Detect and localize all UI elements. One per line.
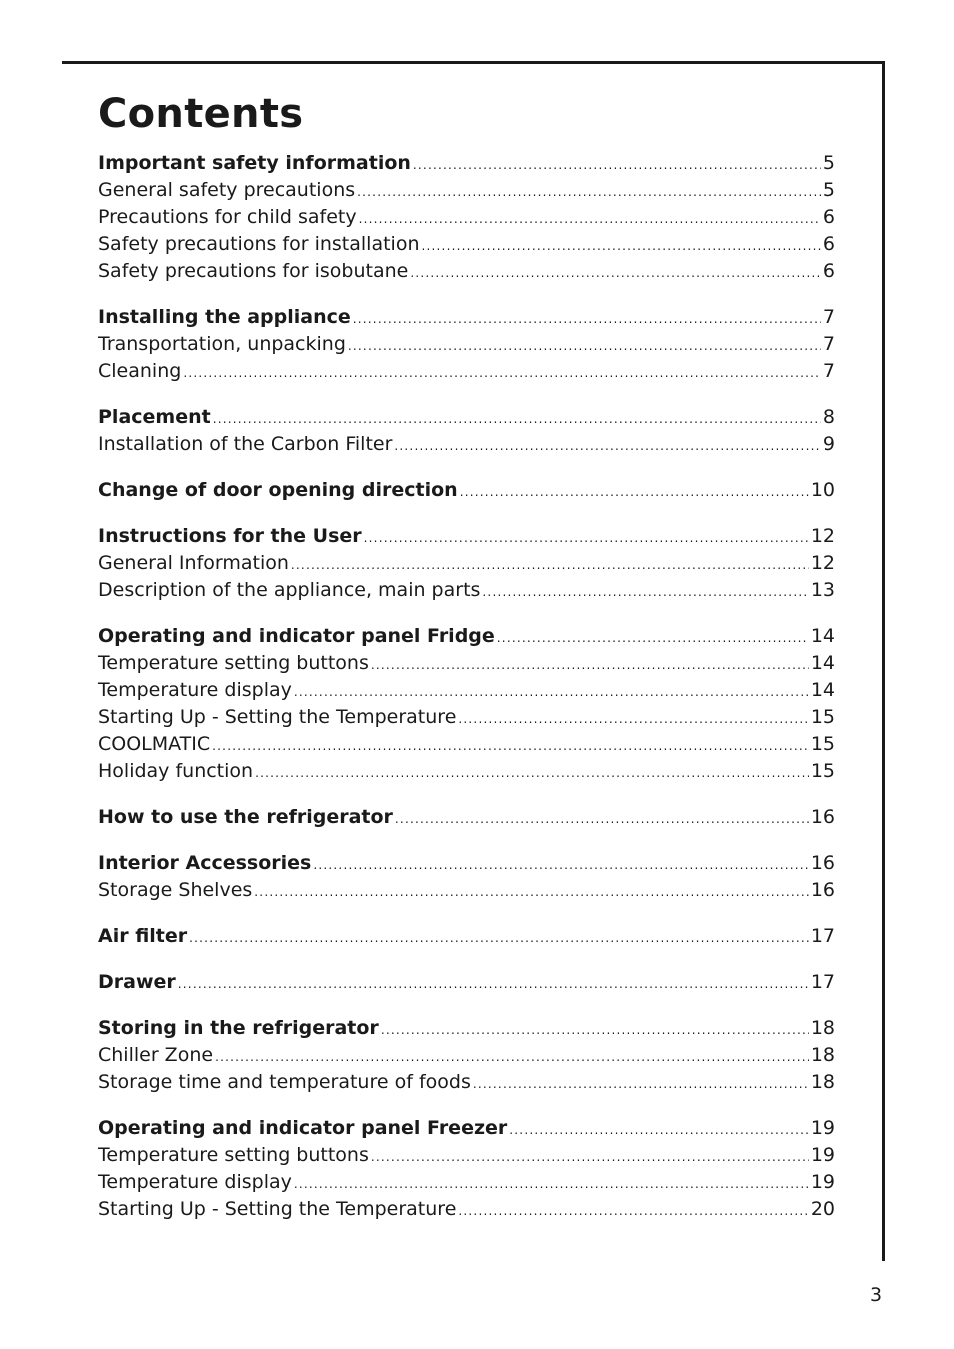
toc-entry-label: Operating and indicator panel Freezer	[98, 1117, 508, 1139]
dot-leader	[473, 1071, 809, 1098]
dot-leader	[254, 879, 809, 906]
toc-entry-label: Interior Accessories	[98, 852, 312, 874]
page-number: 3	[870, 1284, 883, 1306]
toc-entry-label: Starting Up - Setting the Temperature	[98, 706, 457, 728]
dot-leader	[189, 925, 809, 952]
dot-leader	[357, 179, 821, 206]
toc-section	[98, 1015, 835, 1096]
dot-leader	[413, 152, 821, 179]
toc-entry-page: 18	[810, 1017, 835, 1039]
toc-entry	[98, 650, 835, 677]
toc-entry	[98, 331, 835, 358]
toc-entry-page: 15	[810, 733, 835, 755]
toc-entry	[98, 1169, 835, 1196]
toc-section	[98, 923, 835, 950]
toc-entry-page: 5	[822, 179, 835, 201]
toc-entry-page: 10	[810, 479, 835, 501]
toc-entry-page: 8	[822, 406, 835, 428]
toc-entry-page: 15	[810, 706, 835, 728]
toc-entry	[98, 258, 835, 285]
toc-entry-label: Description of the appliance, main parts	[98, 579, 481, 601]
dot-leader	[213, 406, 821, 433]
toc-entry-label: Temperature display	[98, 679, 292, 701]
dot-leader	[509, 1117, 809, 1144]
toc-entry-label: General Information	[98, 552, 289, 574]
toc-entry-page: 19	[810, 1117, 835, 1139]
frame-top-rule	[62, 61, 885, 64]
toc-entry-label: Chiller Zone	[98, 1044, 214, 1066]
dot-leader	[359, 206, 821, 233]
dot-leader	[422, 233, 821, 260]
dot-leader	[394, 433, 821, 460]
toc-section	[98, 304, 835, 385]
toc-entry-page: 12	[810, 525, 835, 547]
toc-entry-page: 9	[822, 433, 835, 455]
dot-leader	[381, 1017, 809, 1044]
toc-heading-entry	[98, 623, 835, 650]
toc-entry-page: 7	[822, 333, 835, 355]
dot-leader	[215, 1044, 809, 1071]
toc-entry-page: 16	[810, 852, 835, 874]
dot-leader	[313, 852, 808, 879]
toc-heading-entry	[98, 477, 835, 504]
toc-heading-entry	[98, 1115, 835, 1142]
dot-leader	[294, 1171, 809, 1198]
dot-leader	[353, 306, 821, 333]
dot-leader	[482, 579, 808, 606]
dot-leader	[183, 360, 821, 387]
dot-leader	[364, 525, 809, 552]
toc-heading-entry	[98, 304, 835, 331]
toc-entry-page: 12	[810, 552, 835, 574]
toc-entry-label: Safety precautions for installation	[98, 233, 420, 255]
toc-heading-entry	[98, 523, 835, 550]
toc-entry-label: Storage time and temperature of foods	[98, 1071, 471, 1093]
toc-heading-entry	[98, 804, 835, 831]
table-of-contents	[98, 150, 835, 1242]
toc-entry	[98, 877, 835, 904]
toc-entry-label: Precautions for child safety	[98, 206, 357, 228]
dot-leader	[212, 733, 809, 760]
toc-entry	[98, 1196, 835, 1223]
toc-entry-page: 14	[810, 652, 835, 674]
toc-entry-label: Operating and indicator panel Fridge	[98, 625, 495, 647]
dot-leader	[371, 652, 809, 679]
toc-entry	[98, 231, 835, 258]
dot-leader	[410, 260, 821, 287]
toc-section	[98, 1115, 835, 1223]
toc-entry-label: Safety precautions for isobutane	[98, 260, 409, 282]
toc-entry-page: 6	[822, 260, 835, 282]
dot-leader	[255, 760, 809, 787]
toc-entry-page: 17	[810, 925, 835, 947]
toc-entry-label: Temperature setting buttons	[98, 1144, 369, 1166]
toc-entry-label: Air filter	[98, 925, 188, 947]
toc-entry-label: General safety precautions	[98, 179, 356, 201]
toc-entry-page: 14	[810, 679, 835, 701]
toc-entry	[98, 704, 835, 731]
dot-leader	[458, 706, 808, 733]
toc-section	[98, 969, 835, 996]
dot-leader	[371, 1144, 809, 1171]
toc-entry-label: Instructions for the User	[98, 525, 362, 547]
toc-heading-entry	[98, 1015, 835, 1042]
toc-entry	[98, 677, 835, 704]
toc-entry-page: 19	[810, 1171, 835, 1193]
toc-entry	[98, 1042, 835, 1069]
toc-entry-page: 18	[810, 1071, 835, 1093]
toc-section	[98, 804, 835, 831]
toc-entry	[98, 577, 835, 604]
dot-leader	[178, 971, 809, 998]
toc-entry-page: 14	[810, 625, 835, 647]
toc-heading-entry	[98, 850, 835, 877]
toc-entry-label: Drawer	[98, 971, 176, 993]
toc-entry	[98, 731, 835, 758]
toc-entry-label: Placement	[98, 406, 211, 428]
toc-entry-page: 15	[810, 760, 835, 782]
toc-entry-page: 7	[822, 306, 835, 328]
toc-entry	[98, 358, 835, 385]
toc-section	[98, 523, 835, 604]
toc-entry-label: Storage Shelves	[98, 879, 253, 901]
toc-entry	[98, 1069, 835, 1096]
toc-heading-entry	[98, 923, 835, 950]
dot-leader	[291, 552, 809, 579]
toc-entry-page: 7	[822, 360, 835, 382]
toc-entry-page: 16	[810, 806, 835, 828]
toc-heading-entry	[98, 969, 835, 996]
toc-entry-label: Holiday function	[98, 760, 254, 782]
dot-leader	[458, 1198, 808, 1225]
toc-entry-page: 13	[810, 579, 835, 601]
toc-entry-label: Installation of the Carbon Filter	[98, 433, 393, 455]
toc-heading-entry	[98, 150, 835, 177]
dot-leader	[460, 479, 809, 506]
toc-entry	[98, 758, 835, 785]
toc-section	[98, 850, 835, 904]
toc-entry-page: 16	[810, 879, 835, 901]
toc-entry-page: 6	[822, 233, 835, 255]
toc-entry-label: Installing the appliance	[98, 306, 351, 328]
toc-entry-label: COOLMATIC	[98, 733, 211, 755]
toc-entry-label: Change of door opening direction	[98, 479, 458, 501]
toc-section	[98, 150, 835, 285]
toc-entry-label: Transportation, unpacking	[98, 333, 346, 355]
toc-heading-entry	[98, 404, 835, 431]
dot-leader	[395, 806, 809, 833]
toc-entry-label: Storing in the refrigerator	[98, 1017, 379, 1039]
frame-right-rule	[882, 61, 885, 1261]
toc-section	[98, 623, 835, 785]
dot-leader	[348, 333, 821, 360]
page-title: Contents	[98, 91, 304, 137]
toc-section	[98, 404, 835, 458]
toc-entry-page: 19	[810, 1144, 835, 1166]
toc-entry	[98, 1142, 835, 1169]
toc-section	[98, 477, 835, 504]
toc-entry-page: 17	[810, 971, 835, 993]
toc-entry-page: 18	[810, 1044, 835, 1066]
toc-entry-page: 20	[810, 1198, 835, 1220]
toc-entry-label: Temperature setting buttons	[98, 652, 369, 674]
toc-entry	[98, 550, 835, 577]
toc-entry-label: Cleaning	[98, 360, 182, 382]
toc-entry	[98, 431, 835, 458]
toc-entry-label: Starting Up - Setting the Temperature	[98, 1198, 457, 1220]
dot-leader	[294, 679, 809, 706]
toc-entry-label: Temperature display	[98, 1171, 292, 1193]
dot-leader	[497, 625, 809, 652]
toc-entry	[98, 204, 835, 231]
toc-entry	[98, 177, 835, 204]
toc-entry-label: Important safety information	[98, 152, 411, 174]
toc-entry-label: How to use the refrigerator	[98, 806, 393, 828]
toc-entry-page: 6	[822, 206, 835, 228]
toc-entry-page: 5	[822, 152, 835, 174]
